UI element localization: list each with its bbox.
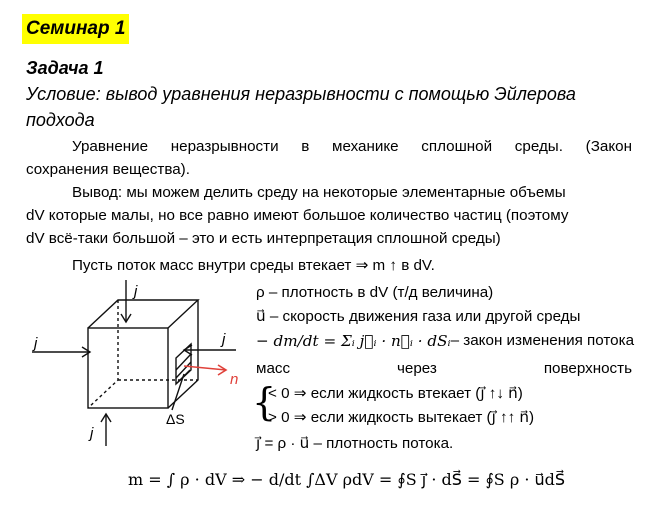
def-law-line-2: масс через поверхность (256, 360, 632, 377)
cube-right-face (168, 300, 198, 408)
para1-line-1: Уравнение неразрывности в механике сплошной среды. (Закон (72, 138, 632, 155)
cube-top-face (88, 300, 198, 328)
label-j-left: j (34, 335, 38, 352)
label-n: n (230, 371, 239, 388)
para2-line-2: dV которые малы, но все равно имеют большое количество частиц (поэтому (26, 207, 569, 224)
cube-hidden-edge (88, 300, 118, 408)
cube-diagram (26, 278, 246, 458)
def-u: u⃗ – скорость движения газа или другой среды (256, 308, 581, 325)
condition-line-2: подхода (26, 110, 95, 130)
case-outflow: > 0 ⇒ если жидкость вытекает (j⃗ ↑↑ n⃗) (268, 409, 535, 426)
label-j-top: j (134, 283, 138, 300)
para2-line-1: Вывод: мы можем делить среду на некоторые элементарные объемы (72, 184, 566, 201)
page-title: Семинар 1 (22, 14, 129, 44)
para2-line-3: dV всё-таки большой – это и есть интерпретация сплошной среды) (26, 230, 501, 247)
condition-line-1: Условие: вывод уравнения неразрывности с помощью Эйлерова (26, 84, 576, 104)
def-flux: j⃗ = ρ · u⃗ – плотность потока. (256, 435, 454, 452)
label-j-right: j (222, 331, 226, 348)
def-rho: ρ – плотность в dV (т/д величина) (256, 284, 494, 301)
label-ds: ΔS (166, 411, 185, 427)
label-j-bottom: j (90, 425, 94, 442)
main-formula: m = ∫ ρ · dV ⇒ − d/dt ∫ΔV ρdV = ∮S j⃗ · dS⃗ = ∮S ρ · u⃗dS⃗ (128, 470, 566, 489)
case-brace: { (252, 380, 277, 424)
case-inflow: < 0 ⇒ если жидкость втекает (j⃗ ↑↓ n⃗) (268, 385, 523, 402)
def-law: − dm/dt = Σᵢ j⃗ᵢ · n⃗ᵢ · dSᵢ – закон изменения потока (256, 332, 635, 350)
law-formula: − dm/dt = Σᵢ j⃗ᵢ · n⃗ᵢ · dSᵢ (256, 332, 451, 350)
para3: Пусть поток масс внутри среды втекает ⇒ m ↑ в dV. (72, 257, 435, 274)
para1-line-2: сохранения вещества). (26, 161, 190, 178)
task-heading: Задача 1 (26, 58, 104, 78)
